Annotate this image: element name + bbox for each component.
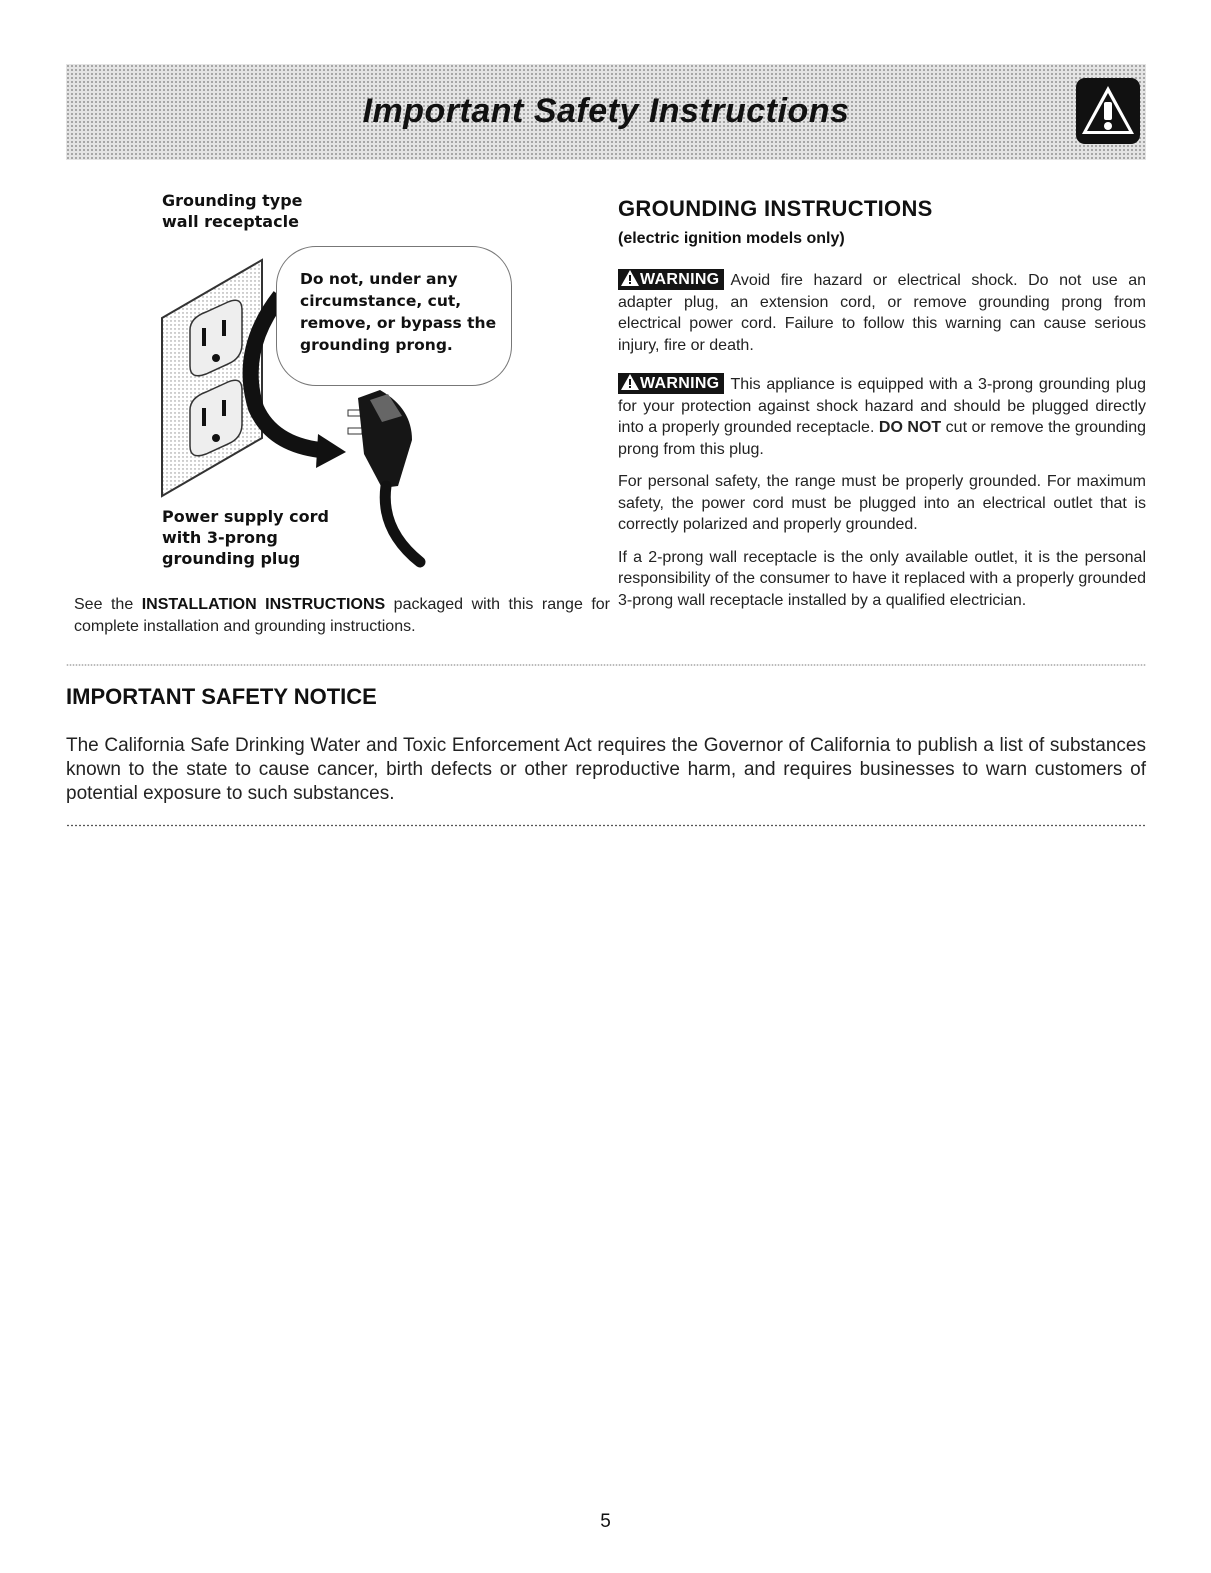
warning-badge <box>618 269 724 290</box>
warning-paragraph-1 <box>618 269 1146 356</box>
note-suffix: packaged with this range for complete installation and grounding instructions. <box>74 596 611 635</box>
warning-text-2a: This appliance is equipped with a 3-prong grounding plug for your protection against shock hazard and should be plugged directly into a properly grounded receptacle. <box>618 376 1146 436</box>
note-prefix: See the <box>74 596 142 613</box>
section-divider <box>66 664 1146 666</box>
warning-triangle-icon <box>1076 78 1140 144</box>
warning-paragraph-2 <box>618 373 1146 460</box>
warning-triangle-icon <box>621 270 639 286</box>
warning-triangle-icon <box>621 374 639 390</box>
grounding-heading: GROUNDING INSTRUCTIONS <box>618 196 933 221</box>
grounding-section <box>618 196 1146 611</box>
warning-text-2-emphasis: DO NOT <box>878 419 942 436</box>
notice-body: The California Safe Drinking Water and Toxic Enforcement Act requires the Governor of California to publish a list of substances known to the state to cause cancer, birth defects or other reproductive harm, and requires businesses to warn customers of potential exposure to such substances. <box>66 735 1146 804</box>
notice-heading: IMPORTANT SAFETY NOTICE <box>66 684 377 709</box>
warning-text-1: Avoid fire hazard or electrical shock. Do not use an adapter plug, an extension cord, or remove grounding prong from electrical power cord. Failure to follow this warning can cause serious injury, fire or death. <box>618 272 1146 354</box>
grounding-subheading: (electric ignition models only) <box>618 230 845 247</box>
warning-badge <box>618 373 724 394</box>
note-emphasis: INSTALLATION INSTRUCTIONS <box>141 596 386 613</box>
cord-label: Power supply cord with 3-prong grounding plug <box>162 507 329 568</box>
callout-text: Do not, under any circumstance, cut, remove, or bypass the grounding prong. <box>300 270 497 354</box>
warning-text-2c: cut or remove the grounding prong from this plug. <box>618 419 1147 458</box>
installation-note <box>74 594 610 638</box>
page-title: Important Safety Instructions <box>362 92 850 130</box>
section-divider <box>66 824 1146 827</box>
warning-badge-label: WARNING <box>640 375 720 392</box>
page-number: 5 <box>600 1511 611 1532</box>
header-banner <box>66 64 1146 160</box>
two-prong-paragraph: If a 2-prong wall receptacle is the only available outlet, it is the personal responsibility of the consumer to have it replaced with a properly grounded 3-prong wall receptacle installed by a qualified electrician. <box>618 548 1146 609</box>
safety-paragraph: For personal safety, the range must be properly grounded. For maximum safety, the power cord must be plugged into an electrical outlet that is correctly polarized and properly grounded. <box>618 473 1146 533</box>
warning-badge-label: WARNING <box>640 271 720 288</box>
receptacle-label: Grounding type wall receptacle <box>162 191 303 231</box>
